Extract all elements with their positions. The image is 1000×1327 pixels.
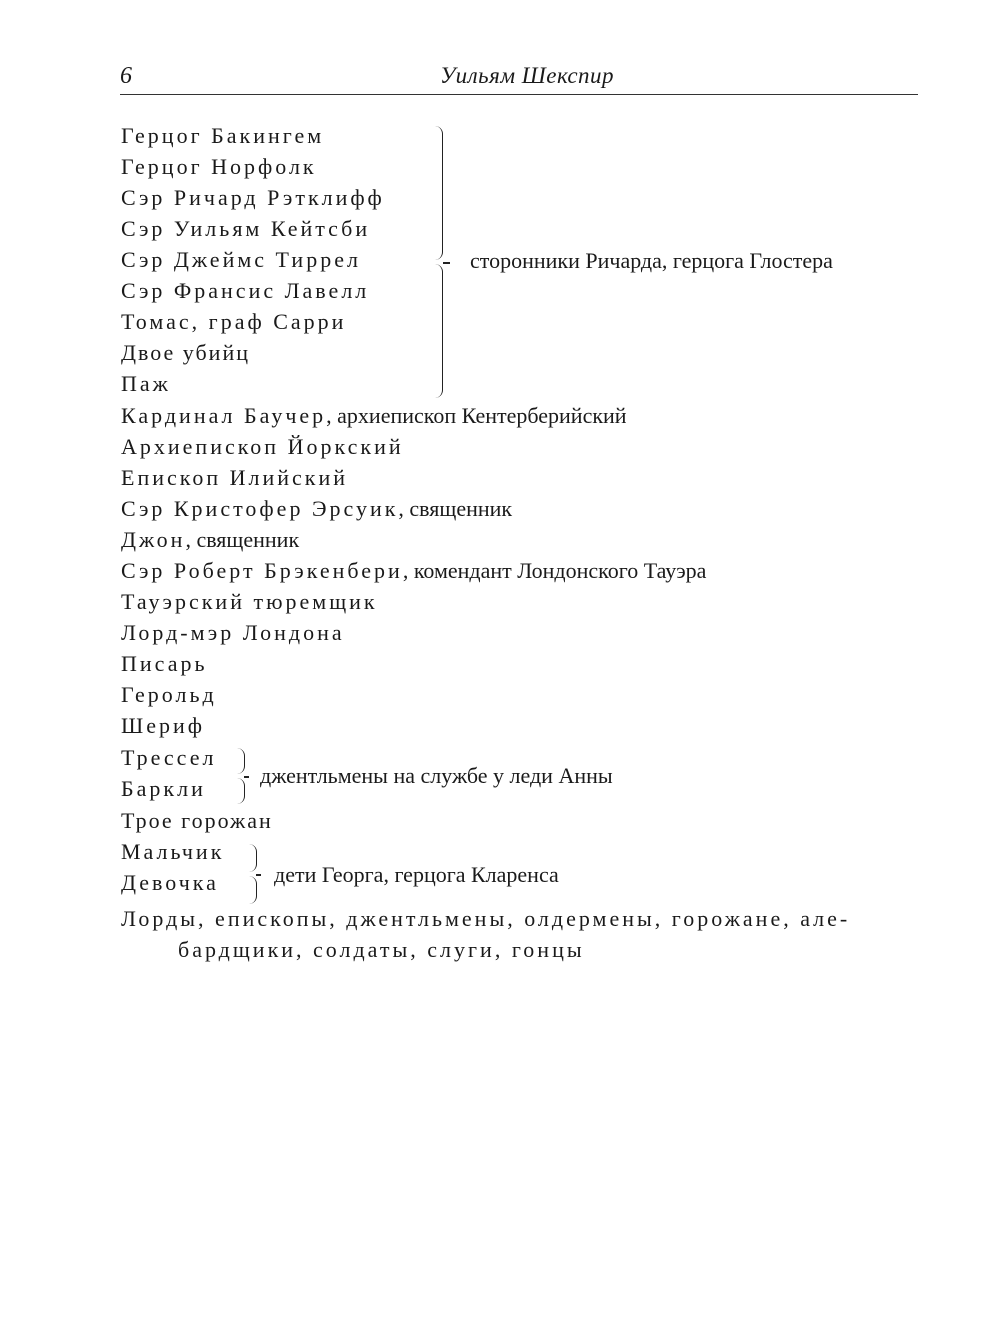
- brace-tip: [443, 262, 450, 264]
- brace-top-half: [432, 126, 443, 260]
- brace-clarence-bottom: [248, 876, 257, 904]
- brace-anne-bottom: [236, 778, 245, 804]
- brace-anne-top: [236, 748, 245, 774]
- role-lords-etc-line2: бардщики, солдаты, слуги, гонцы: [178, 937, 585, 962]
- role-john: Джон, священник: [121, 527, 300, 552]
- role-surrey: Томас, граф Сарри: [121, 309, 347, 334]
- role-brakenbury: Сэр Роберт Брэкенбери, комендант Лондонского Тауэра: [121, 558, 707, 583]
- group-label-richard: сторонники Ричарда, герцога Глостера: [470, 248, 833, 273]
- role-archbishop-york: Архиепископ Йоркский: [121, 434, 404, 459]
- group-label-anne: джентльмены на службе у леди Анны: [260, 763, 613, 788]
- header-rule: [120, 94, 918, 95]
- brace-anne-tip: [244, 776, 249, 778]
- role-norfolk: Герцог Норфолк: [121, 154, 317, 179]
- role-girl: Девочка: [121, 870, 219, 895]
- role-urswick: Сэр Кристофер Эрсуик, священник: [121, 496, 513, 521]
- role-ratcliffe: Сэр Ричард Рэтклифф: [121, 185, 385, 210]
- role-keeper: Тауэрский тюремщик: [121, 589, 378, 614]
- role-berkeley: Баркли: [121, 776, 206, 801]
- role-citizens: Трое горожан: [121, 808, 273, 833]
- role-tyrrel: Сэр Джеймс Тиррел: [121, 247, 361, 272]
- role-lords-etc-line1: Лорды, епископы, джентльмены, олдермены, горожане, але-: [121, 906, 851, 931]
- running-title: Уильям Шекспир: [440, 63, 615, 88]
- role-tressel: Трессел: [121, 745, 217, 770]
- role-herald: Герольд: [121, 682, 217, 707]
- role-boy: Мальчик: [121, 839, 225, 864]
- role-bishop-ely: Епископ Илийский: [121, 465, 349, 490]
- page-number: 6: [120, 63, 132, 89]
- brace-bottom-half: [432, 264, 443, 398]
- group-label-clarence: дети Георга, герцога Кларенса: [274, 862, 559, 887]
- role-murderers: Двое убийц: [121, 340, 251, 365]
- role-lovel: Сэр Франсис Лавелл: [121, 278, 370, 303]
- brace-clarence-tip: [256, 874, 261, 876]
- role-catesby: Сэр Уильям Кейтсби: [121, 216, 371, 241]
- role-sheriff: Шериф: [121, 713, 205, 738]
- brace-clarence-top: [248, 844, 257, 872]
- role-buckingham: Герцог Бакингем: [121, 123, 325, 148]
- role-page: Паж: [121, 371, 171, 396]
- role-scrivener: Писарь: [121, 651, 208, 676]
- role-lord-mayor: Лорд-мэр Лондона: [121, 620, 345, 645]
- role-bourchier: Кардинал Баучер, архиепископ Кентерберийский: [121, 403, 627, 428]
